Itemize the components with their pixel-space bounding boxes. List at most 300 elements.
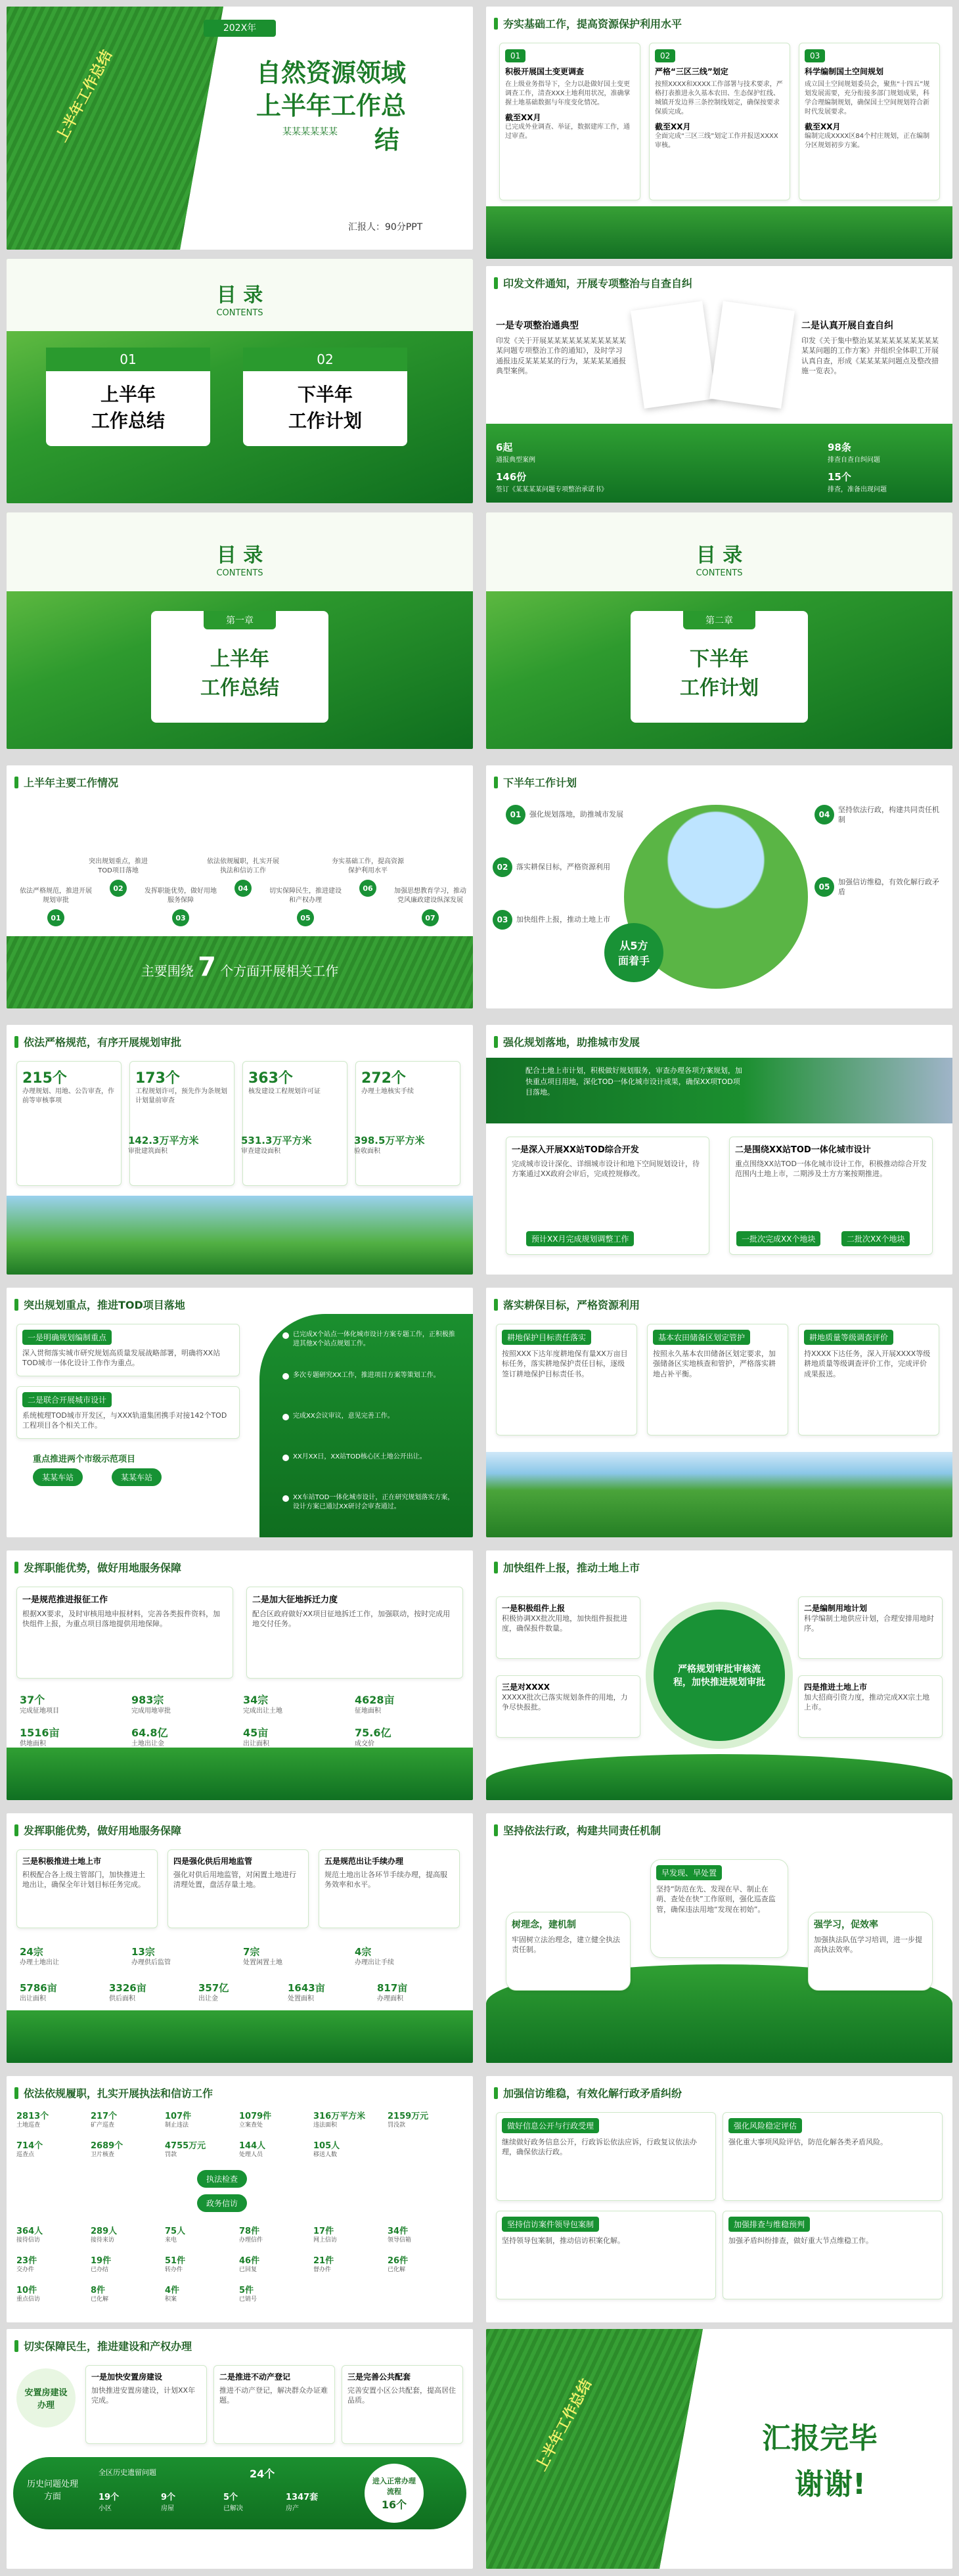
item-text: 坚持依法行政，构建共同责任机制 xyxy=(838,805,939,825)
chapter-title-1: 上半年 xyxy=(210,648,269,671)
slide-header xyxy=(494,2085,682,2100)
slide-title: 强化规划落地，助推城市发展 xyxy=(503,1036,640,1049)
history-label: 历史问题处理方面 xyxy=(26,2479,78,2502)
livelihood-card xyxy=(85,2365,207,2444)
stat-value: 15个 xyxy=(828,471,851,483)
stat-label: 审批建筑面积 xyxy=(128,1148,167,1155)
enforcement-stat xyxy=(91,2283,162,2304)
center-line1: 从5方 xyxy=(619,939,648,952)
card-head: 加强排查与维稳预判 xyxy=(728,2217,810,2232)
service-card xyxy=(167,1849,309,1928)
slide-planning-landing xyxy=(486,1025,952,1275)
slide-basic-work xyxy=(486,7,952,259)
stat-label: 立案查处 xyxy=(239,2122,263,2129)
history-stat xyxy=(223,2490,282,2512)
slide-land-service-2 xyxy=(7,1813,473,2063)
card-tag: 预计XX月完成规划调整工作 xyxy=(526,1231,634,1246)
thanks-line1: 汇报完毕 xyxy=(762,2422,878,2455)
intro-text: 配合土地上市计划，积极做好规划服务，审查办理各项方案规划，加快重点项目用地，深化TOD一体化城市设计成果，确保XX项TOD项目落地。 xyxy=(525,1066,742,1096)
stat-value: 1516亩 xyxy=(20,1727,60,1739)
stat-label: 工程规划许可，预先作为条规划计划量前审查 xyxy=(135,1088,227,1104)
item-text: 发挥职能优势，做好用地服务保障 xyxy=(145,888,217,904)
block-body: 印发《关于开展某某某某某某某某某某某某问题专项整治工作的通知》，及时学习通报违反某某某某的行为，某某某某通报典型案例。 xyxy=(496,336,626,376)
stat-label: 土地巡查 xyxy=(16,2122,41,2129)
card-head: 一是规范推进报征工作 xyxy=(22,1595,108,1605)
service-stat xyxy=(243,1945,348,1968)
stat-label: 网上信访 xyxy=(313,2237,338,2244)
stat-value: 316万平方米 xyxy=(313,2112,366,2121)
enforcement-stat xyxy=(165,2138,236,2159)
enforcement-stat xyxy=(91,2109,162,2130)
item-number: 01 xyxy=(47,909,64,926)
side-text: 上半年工作总结 xyxy=(53,47,116,145)
buildings-image xyxy=(7,1196,473,1275)
card-head: 三是完善公共配套 xyxy=(347,2372,411,2382)
stat-value: 17件 xyxy=(313,2226,334,2236)
service-stat xyxy=(243,1692,348,1716)
enforcement-stat xyxy=(165,2283,236,2304)
year-badge: 202X年 xyxy=(204,20,276,37)
listing-card-left xyxy=(496,1596,640,1659)
item-text: 加强信访维稳，有效化解行政矛盾 xyxy=(838,878,939,897)
badge-title: 进入正常办理流程 xyxy=(372,2476,416,2496)
stat-value: 26件 xyxy=(388,2256,409,2266)
slide-header xyxy=(14,1560,181,1575)
band-label: 执法检查 xyxy=(197,2170,247,2188)
timeline-item xyxy=(282,1330,460,1349)
tod-card-2 xyxy=(729,1137,933,1255)
slide-land-service xyxy=(7,1550,473,1800)
area-stat xyxy=(128,1133,227,1156)
item-text: 夯实基础工作，提高资源保护利用水平 xyxy=(332,858,404,874)
service-stat xyxy=(109,1981,192,2004)
slide-cover xyxy=(7,7,473,250)
cover-title-3: 结 xyxy=(374,125,400,154)
chapter-card[interactable] xyxy=(151,611,328,723)
stat xyxy=(496,440,614,464)
service-card-2 xyxy=(246,1587,463,1679)
stat-label: 排查，准备出现问题 xyxy=(828,486,887,493)
card-body: 积极配合各上级主管部门，加快推进土地出让，确保全年计划目标任务完成。 xyxy=(22,1870,145,1889)
project-pill: 某某车站 xyxy=(33,1468,83,1486)
slide-header xyxy=(14,1822,181,1838)
petition-card xyxy=(496,2112,716,2201)
card-foot: 全面完成“三区三线”划定工作并报送XXXX审核。 xyxy=(655,133,778,149)
stat-label: 已化解 xyxy=(91,2296,109,2303)
stat-value: 2159万元 xyxy=(388,2112,429,2121)
stat-value: 146份 xyxy=(496,471,527,483)
stat-value: 19件 xyxy=(91,2256,112,2266)
plan-item xyxy=(814,877,946,897)
slide-header xyxy=(14,1034,181,1049)
overview-item xyxy=(207,857,279,897)
card-number: 01 xyxy=(46,348,210,371)
stat-label: 巡查点 xyxy=(16,2152,35,2158)
card-body: 根据XX要求，及时审核用地申报材料，完善各类报件资料，加快组件上报，为重点项目落地提供用地保障。 xyxy=(22,1610,221,1629)
slide-title: 下半年工作计划 xyxy=(503,777,577,789)
card-body: 加强执法队伍学习培训，进一步提高执法效率。 xyxy=(814,1935,922,1955)
area-stat xyxy=(354,1133,453,1156)
contents-en: CONTENTS xyxy=(216,568,263,578)
farmland-card xyxy=(798,1324,939,1435)
slide-header xyxy=(14,1297,185,1312)
landscape-image xyxy=(486,1452,952,1537)
stat-label: 供后面积 xyxy=(109,1995,135,2002)
card-head: 一是明确规划编制重点 xyxy=(22,1330,112,1345)
enforcement-stat xyxy=(16,2283,87,2304)
card-tag: 一批次完成XX个地块 xyxy=(736,1231,820,1246)
stat-label: 移送人数 xyxy=(313,2152,338,2158)
stat-label: 房产 xyxy=(286,2505,299,2512)
stat-label: 办理供后监管 xyxy=(131,1959,171,1966)
card-head: 五是规范出让手续办理 xyxy=(324,1857,404,1866)
stat-label: 办理出让手续 xyxy=(355,1959,394,1966)
stat-label: 违法面积 xyxy=(313,2122,338,2129)
stat-label: 排查自查自纠问题 xyxy=(828,457,880,464)
enforcement-stat xyxy=(388,2109,458,2130)
slide-first-half-overview xyxy=(7,765,473,1008)
enforcement-stat xyxy=(239,2138,310,2159)
card-head: 树理念，建机制 xyxy=(512,1920,576,1930)
slide-enforcement-petition xyxy=(7,2076,473,2322)
enforcement-stat xyxy=(165,2253,236,2274)
stat-label: 已回复 xyxy=(239,2267,257,2273)
green-band xyxy=(7,2010,473,2063)
plan-item xyxy=(493,857,624,877)
stat-value: 531.3万平方米 xyxy=(241,1135,312,1146)
project-title: 重点推进两个市级示范项目 xyxy=(33,1455,136,1464)
stat-value: 5786亩 xyxy=(20,1982,57,1994)
card-head: 二是联合开展城市设计 xyxy=(22,1392,112,1407)
item-text: 加快组件上报，推动土地上市 xyxy=(516,915,610,924)
plan-item xyxy=(493,910,624,930)
stat-label: 矿产巡查 xyxy=(91,2122,115,2129)
service-stat xyxy=(288,1981,370,2004)
stat-label: 已解决 xyxy=(223,2505,243,2512)
block-body: 印发《关于集中整治某某某某某某某某某某某某问题的工作方案》并组织全体职工开展认真自查，形成《某某某某问题点及整改措施一览表》。 xyxy=(801,336,939,376)
card-tag: 二批次XX个地块 xyxy=(841,1231,910,1246)
card-body: 继续做好政务信息公开，行政诉讼依法应诉，行政复议依法办理，确保依法行政。 xyxy=(502,2138,697,2157)
card-head: 耕地质量等级调查评价 xyxy=(804,1330,893,1345)
stat-label: 罚没款 xyxy=(388,2122,406,2129)
service-stat xyxy=(355,1692,460,1716)
item-text: 依法依规履职，扎实开展执法和信访工作 xyxy=(207,858,279,874)
stat-label: 卫片核查 xyxy=(91,2152,115,2158)
stat-value: 364人 xyxy=(16,2226,43,2236)
slide-contents xyxy=(7,259,473,503)
stat-label: 领导信箱 xyxy=(388,2237,412,2244)
stat-value: 8件 xyxy=(91,2286,106,2295)
card-body: 坚持“防范在先、发现在早、制止在萌、查处在快”工作原则，强化巡查监管，确保违法用地“发现在初始”。 xyxy=(656,1885,776,1914)
slide-header xyxy=(14,775,118,790)
card-number: 03 xyxy=(805,49,825,62)
enforcement-stat xyxy=(388,2253,458,2274)
timeline-dot xyxy=(282,1455,289,1461)
center-circle: 严格规划审批审核流程，加快推进规划审批 xyxy=(654,1610,785,1741)
stat-value: 398.5万平方米 xyxy=(354,1135,425,1146)
timeline-item xyxy=(282,1453,460,1462)
slide-title: 印发文件通知，开展专项整治与自查自纠 xyxy=(503,277,693,290)
listing-card-left xyxy=(496,1675,640,1738)
plan-item xyxy=(814,805,946,825)
item-number: 02 xyxy=(493,857,512,877)
livelihood-card xyxy=(213,2365,335,2444)
service-stat xyxy=(243,1725,348,1749)
stat-value: 75.6亿 xyxy=(355,1727,391,1739)
card-number: 02 xyxy=(655,49,675,62)
stat-value: 983宗 xyxy=(131,1694,164,1706)
stat-value: 75人 xyxy=(165,2226,186,2236)
slide-title: 加强信访维稳，有效化解行政矛盾纠纷 xyxy=(503,2087,682,2100)
service-card-1 xyxy=(16,1587,233,1679)
stat-value: 107件 xyxy=(165,2112,192,2121)
stat-value: 142.3万平方米 xyxy=(128,1135,199,1146)
item-text: 切实保障民生，推进建设和产权办理 xyxy=(269,888,342,904)
stat-value: 5件 xyxy=(239,2286,254,2295)
card-body: 完成城市设计深化、详细城市设计和地下空间规划设计，待方案通过XX政府会审后，完成控规修改。 xyxy=(512,1160,700,1179)
slide-header xyxy=(494,275,692,290)
slide-second-half-plan xyxy=(486,765,952,1008)
listing-card-right xyxy=(798,1675,943,1738)
stat-value: 1079件 xyxy=(239,2112,272,2121)
slide-header xyxy=(494,1560,640,1575)
stat-value: 21件 xyxy=(313,2256,334,2266)
card-head: 二是推进不动产登记 xyxy=(219,2372,291,2382)
overview-item xyxy=(20,887,92,926)
overview-item xyxy=(82,857,154,897)
slide-chapter-2 xyxy=(486,512,952,749)
service-stat xyxy=(355,1945,460,1968)
item-text: 落实耕保目标，严格资源利用 xyxy=(516,863,610,872)
petition-card xyxy=(723,2112,943,2201)
stat-label: 办理土地出让 xyxy=(20,1959,59,1966)
stat-value: 13宗 xyxy=(131,1946,155,1958)
petition-card xyxy=(723,2211,943,2299)
card-body: XXXXX批次已落实规划条件的用地，力争尽快报批。 xyxy=(502,1693,628,1712)
stat-value: 9个 xyxy=(161,2493,176,2502)
contents-card-2[interactable] xyxy=(243,348,407,446)
history-stat xyxy=(161,2490,220,2512)
stat-value: 173个 xyxy=(135,1070,180,1087)
stat-value: 64.8亿 xyxy=(131,1727,168,1739)
chapter-title-2: 工作总结 xyxy=(200,677,279,700)
card-body: 系统梳理TOD城市开发区，与XXX轨道集团携手对接142个TOD工程项目各个相关工作。 xyxy=(22,1411,227,1430)
enforcement-stat xyxy=(239,2224,310,2245)
slide-title: 上半年主要工作情况 xyxy=(24,777,119,789)
card-body: 配合区政府做好XX项目征地拆迁工作，加强联动，按时完成用地交付任务。 xyxy=(252,1610,451,1629)
slide-law-enforcement xyxy=(486,1813,952,2063)
card-title-line1: 上半年 xyxy=(100,384,156,405)
card-head: 二是加大征地拆迁力度 xyxy=(252,1595,338,1605)
slide-title: 夯实基础工作，提高资源保护利用水平 xyxy=(503,18,682,30)
slide-title: 加快组件上报，推动土地上市 xyxy=(503,1562,640,1574)
stat-label: 供地面积 xyxy=(20,1740,46,1748)
timeline-text: 多次专题研究XX工作，推进项目方案等策划工作。 xyxy=(293,1372,440,1379)
stat-label: 已办结 xyxy=(91,2267,109,2273)
summary xyxy=(7,952,473,982)
overview-item xyxy=(269,887,342,926)
enforcement-stat xyxy=(16,2109,87,2130)
card-number: 01 xyxy=(505,49,525,62)
card-head: 早发现、早处置 xyxy=(656,1865,722,1880)
band-label: 政务信访 xyxy=(197,2194,247,2212)
document-image xyxy=(631,301,716,409)
stat-value: 215个 xyxy=(22,1070,67,1087)
stat-label: 交办件 xyxy=(16,2267,35,2273)
item-number: 04 xyxy=(234,880,252,897)
center-line2: 面着手 xyxy=(617,955,650,967)
card-body: 规范土地出让各环节手续办理，提高服务效率和水平。 xyxy=(324,1870,447,1889)
card-body: 加快推进安置房建设，计划XX年完成。 xyxy=(91,2386,196,2405)
stat-label: 督办件 xyxy=(313,2267,332,2273)
summary-number: 7 xyxy=(198,952,216,982)
item-number: 06 xyxy=(359,880,376,897)
cover-title-2: 上半年工作总 xyxy=(256,91,407,120)
tod-card-1 xyxy=(16,1324,240,1376)
card-date: 截至XX月 xyxy=(655,122,691,131)
card-body: 强化对供后用地监管，对闲置土地进行清理处置，盘活存量土地。 xyxy=(173,1870,296,1889)
slide-title: 依法严格规范，有序开展规划审批 xyxy=(24,1036,182,1049)
card-body: 重点围绕XX站TOD一体化城市设计工作，积极推动综合开发范围内土地上市，二期涉及土方方案按期推进。 xyxy=(735,1160,927,1179)
stat-value: 23件 xyxy=(16,2256,37,2266)
contents-title: 目 录 xyxy=(696,544,743,567)
item-number: 03 xyxy=(493,910,512,930)
card-date: 截至XX月 xyxy=(505,113,541,122)
stat-value: 24宗 xyxy=(20,1946,43,1958)
item-text: 突出规划重点，推进TOD项目落地 xyxy=(89,858,148,874)
stat-label: 完成用地审批 xyxy=(131,1707,171,1715)
item-text: 依法严格规范，推进开展规划审批 xyxy=(20,888,92,904)
item-number: 05 xyxy=(297,909,314,926)
livelihood-card xyxy=(342,2365,463,2444)
stat-label: 处置闲置土地 xyxy=(243,1959,282,1966)
enforcement-stat xyxy=(165,2224,236,2245)
stat-value: 46件 xyxy=(239,2256,260,2266)
card-body: 科学编制土地供应计划，合理安排用地时序。 xyxy=(804,1614,934,1633)
stat-label: 土地出让金 xyxy=(131,1740,164,1748)
stat xyxy=(496,470,614,493)
contents-card-1[interactable] xyxy=(46,348,210,446)
item-number: 07 xyxy=(422,909,439,926)
slide-title: 落实耕保目标，严格资源利用 xyxy=(503,1299,640,1311)
service-stat xyxy=(131,1945,236,1968)
stat-value: 217个 xyxy=(91,2112,118,2121)
farmland-card xyxy=(496,1324,637,1435)
green-band xyxy=(486,1754,952,1800)
card-head: 耕地保护目标责任落实 xyxy=(502,1330,591,1345)
summary-pre: 主要围绕 xyxy=(141,963,194,979)
stat-label: 办理面积 xyxy=(377,1995,403,2002)
chapter-card[interactable] xyxy=(631,611,808,723)
timeline-text: 已完成X个站点一体化城市设计方案专题工作，正积极推进其他X个站点规划工作。 xyxy=(293,1331,455,1347)
area-stat xyxy=(241,1133,340,1156)
tod-card-2 xyxy=(16,1386,240,1439)
rice-field-image xyxy=(7,7,223,250)
listing-card-right xyxy=(798,1596,943,1659)
enforcement-stat xyxy=(239,2283,310,2304)
timeline-text: XX车站TOD一体化城市设计，正在研究规划落实方案，设计方案已通过XX研讨会审查通过。 xyxy=(293,1494,455,1510)
stat-label: 处置面积 xyxy=(288,1995,314,2002)
slide-chapter-1 xyxy=(7,512,473,749)
stat-label: 成交价 xyxy=(355,1740,374,1748)
enforcement-stat xyxy=(91,2138,162,2159)
thanks-line2: 谢谢! xyxy=(795,2468,866,2501)
card-body: 深入贯彻落实城市研究规划高质量发展战略部署，明确将XX站TOD城市一体化设计工作作为重点。 xyxy=(22,1349,221,1368)
green-band xyxy=(7,1748,473,1800)
stat-label: 完成出让土地 xyxy=(243,1707,282,1715)
mechanism-left xyxy=(506,1912,631,1991)
stat-value: 7宗 xyxy=(243,1946,260,1958)
side-text: 上半年工作总结 xyxy=(533,2376,595,2474)
work-card xyxy=(499,43,640,200)
stat xyxy=(828,470,946,493)
stat-value: 105人 xyxy=(313,2141,340,2151)
enforcement-stat xyxy=(16,2224,87,2245)
enforcement-stat xyxy=(91,2253,162,2274)
stat-label: 接待来访 xyxy=(91,2237,115,2244)
stat-value: 4宗 xyxy=(355,1946,372,1958)
card-head: 严格“三区三线”划定 xyxy=(655,67,728,76)
service-stat xyxy=(20,1981,102,2004)
stat-label: 处理人员 xyxy=(239,2152,263,2158)
timeline-dot xyxy=(282,1495,289,1502)
card-body: 牢固树立法治理念，建立健全执法责任制。 xyxy=(512,1935,620,1955)
stat-label: 已销号 xyxy=(239,2296,257,2303)
chapter-tag: 第一章 xyxy=(204,611,276,629)
service-stat xyxy=(355,1725,460,1749)
card-body: 强化重大事项风险评估，防范化解各类矛盾风险。 xyxy=(728,2138,887,2146)
stat-label: 已化解 xyxy=(388,2267,406,2273)
stat-label: 制止违法 xyxy=(165,2122,189,2129)
slide-thanks xyxy=(486,2329,952,2569)
timeline-text: 完成XX会议审议，意见完善工作。 xyxy=(293,1412,394,1420)
card-body: 按照XXXX和XXXX工作部署与技术要求，严格打表推进永久基本农田、生态保护红线、城镇开发边界三条控制线划定，确保按要求保质完成。 xyxy=(655,81,783,116)
slide-header xyxy=(494,775,577,790)
stat-label: 签订《某某某某问题专项整治承诺书》 xyxy=(496,486,608,493)
petition-card xyxy=(496,2211,716,2299)
card-head: 一是积极组件上报 xyxy=(502,1604,566,1613)
approval-card xyxy=(355,1061,460,1186)
overview-item xyxy=(145,887,217,926)
cover-subtitle: 某某某某某某 xyxy=(282,127,338,137)
stat-value: 1347套 xyxy=(286,2493,319,2502)
stat-value: 4628亩 xyxy=(355,1694,395,1706)
slide-header xyxy=(494,1034,640,1049)
card-body: 完善安置小区公共配套，提高居住品质。 xyxy=(347,2386,456,2405)
timeline-item xyxy=(282,1493,460,1512)
service-stat xyxy=(377,1981,460,2004)
stat-value: 272个 xyxy=(361,1070,406,1087)
approval-card xyxy=(242,1061,347,1186)
card-title-line2: 工作总结 xyxy=(91,410,165,432)
enforcement-stat xyxy=(16,2253,87,2274)
stat-label: 办理信件 xyxy=(239,2237,263,2244)
enforcement-stat xyxy=(165,2109,236,2130)
service-stat xyxy=(198,1981,281,2004)
stat xyxy=(828,440,946,464)
bar-title: 全区历史遗留问题 xyxy=(99,2468,156,2477)
enforcement-stat xyxy=(313,2109,384,2130)
timeline-item xyxy=(282,1412,460,1421)
service-stat xyxy=(131,1725,236,1749)
history-stat xyxy=(286,2490,345,2512)
stat-value: 51件 xyxy=(165,2256,186,2266)
stat-label: 小区 xyxy=(99,2505,112,2512)
normal-process-badge xyxy=(365,2464,424,2523)
card-number: 02 xyxy=(243,348,407,371)
slide-planning-approval xyxy=(7,1025,473,1275)
stat-value: 6起 xyxy=(496,441,513,453)
